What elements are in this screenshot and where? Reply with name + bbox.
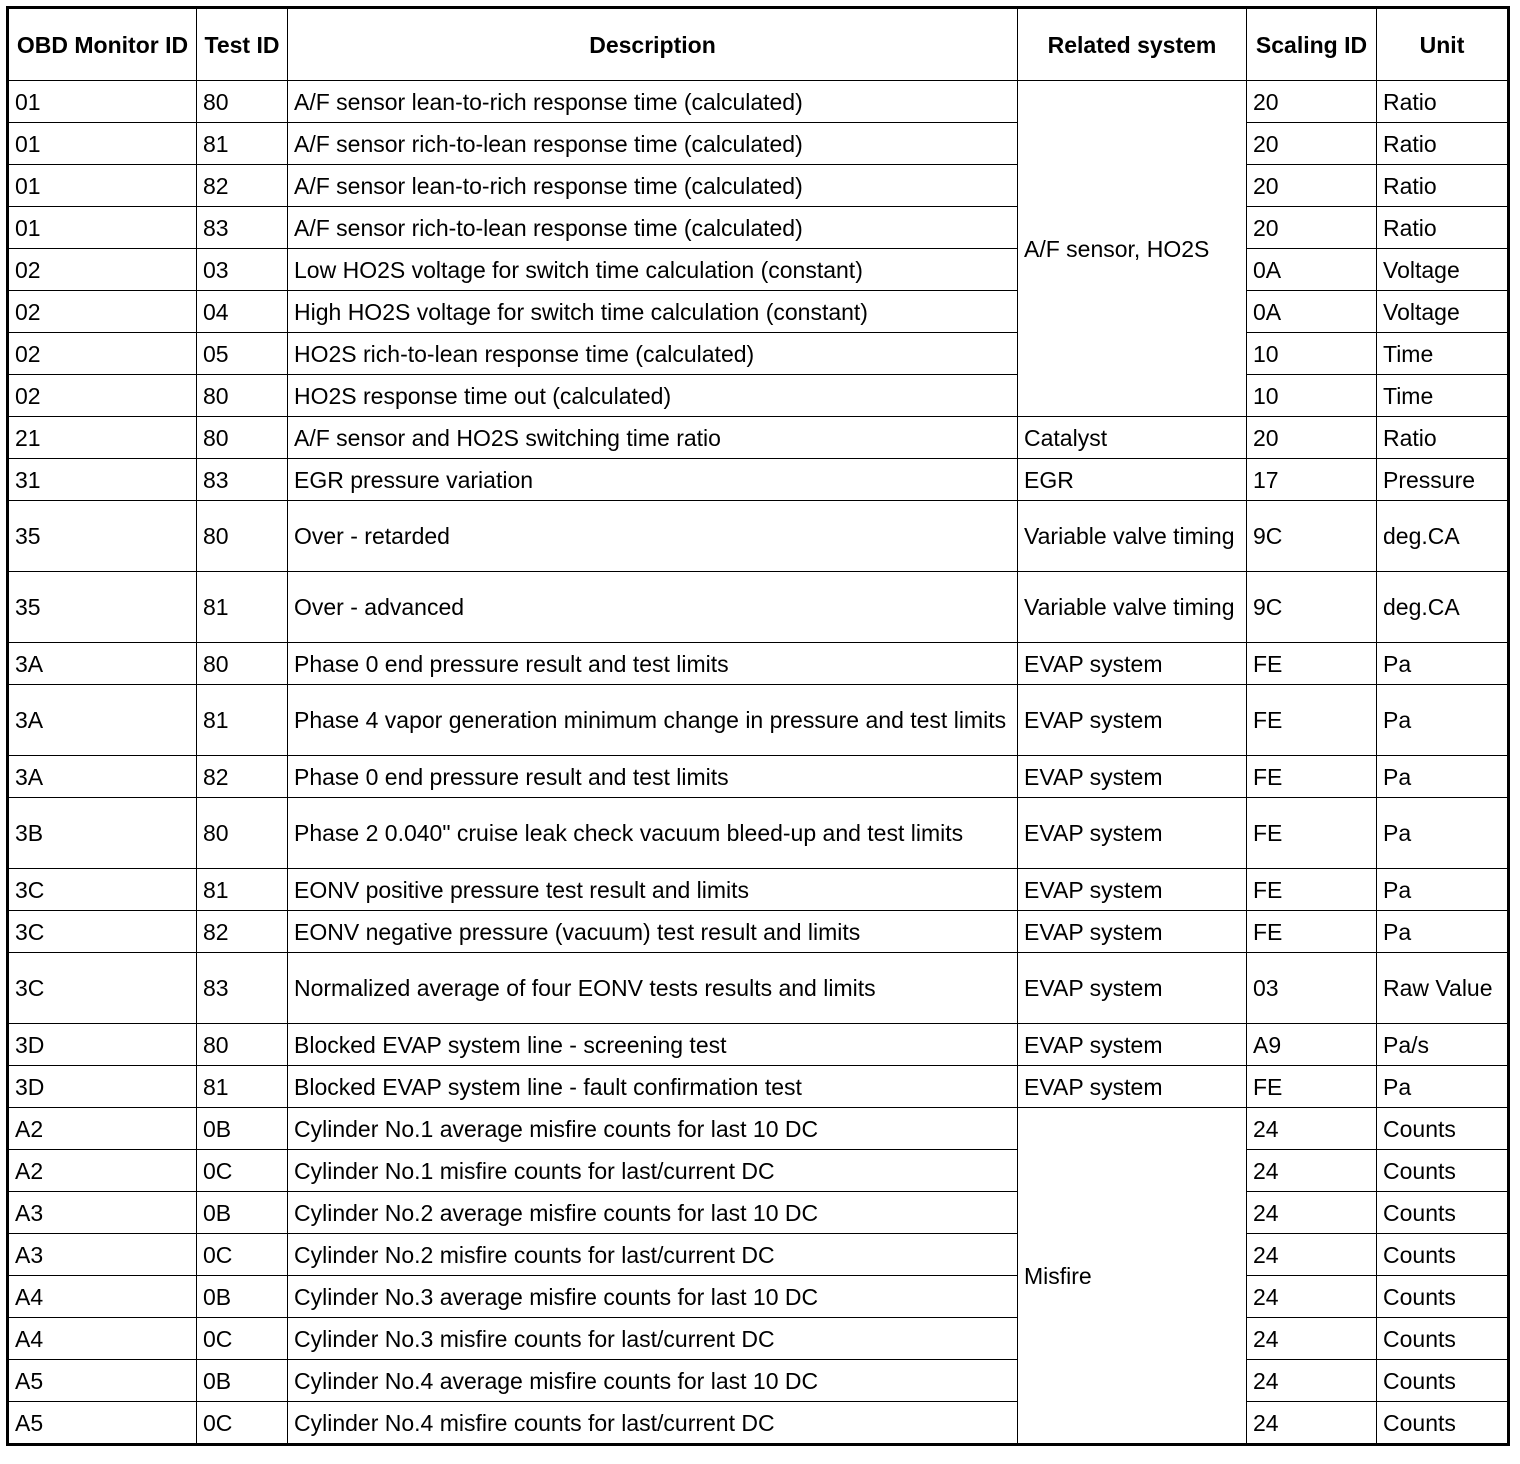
description-cell: Over - retarded — [288, 501, 1018, 572]
table-row — [8, 249, 1509, 291]
unit-cell: Time — [1377, 333, 1509, 375]
monitor-id-cell: A2 — [8, 1150, 197, 1192]
monitor-id-cell: 3D — [8, 1066, 197, 1108]
header-unit: Unit — [1377, 8, 1509, 81]
monitor-id-cell: 02 — [8, 291, 197, 333]
monitor-id-cell: 02 — [8, 333, 197, 375]
test-id-cell: 0B — [197, 1108, 288, 1150]
related-system-cell: EVAP system — [1018, 756, 1247, 798]
header-description: Description — [288, 8, 1018, 81]
related-system-cell: EVAP system — [1018, 911, 1247, 953]
monitor-id-cell: 3A — [8, 756, 197, 798]
related-system-cell: EVAP system — [1018, 869, 1247, 911]
description-cell: EONV negative pressure (vacuum) test result and limits — [288, 911, 1018, 953]
header-scaling-id: Scaling ID — [1247, 8, 1377, 81]
monitor-id-cell: A5 — [8, 1360, 197, 1402]
related-system-cell: EGR — [1018, 459, 1247, 501]
monitor-id-cell: 21 — [8, 417, 197, 459]
table-row — [8, 1360, 1509, 1402]
unit-cell: Counts — [1377, 1276, 1509, 1318]
test-id-cell: 80 — [197, 417, 288, 459]
related-system-cell: A/F sensor, HO2S — [1018, 81, 1247, 417]
table-row — [8, 459, 1509, 501]
monitor-id-cell: 3C — [8, 953, 197, 1024]
unit-cell: Voltage — [1377, 249, 1509, 291]
monitor-id-cell: 3A — [8, 685, 197, 756]
test-id-cell: 82 — [197, 756, 288, 798]
table-row — [8, 375, 1509, 417]
unit-cell: Pa/s — [1377, 1024, 1509, 1066]
related-system-cell: Misfire — [1018, 1108, 1247, 1445]
scaling-id-cell: FE — [1247, 798, 1377, 869]
scaling-id-cell: 20 — [1247, 207, 1377, 249]
monitor-id-cell: A5 — [8, 1402, 197, 1445]
test-id-cell: 81 — [197, 869, 288, 911]
test-id-cell: 80 — [197, 501, 288, 572]
test-id-cell: 81 — [197, 685, 288, 756]
table-row — [8, 1276, 1509, 1318]
monitor-id-cell: A3 — [8, 1234, 197, 1276]
description-cell: Cylinder No.4 average misfire counts for last 10 DC — [288, 1360, 1018, 1402]
scaling-id-cell: 03 — [1247, 953, 1377, 1024]
description-cell: Cylinder No.2 average misfire counts for last 10 DC — [288, 1192, 1018, 1234]
obd-monitor-table — [6, 6, 1510, 1446]
test-id-cell: 81 — [197, 572, 288, 643]
monitor-id-cell: 3D — [8, 1024, 197, 1066]
monitor-id-cell: 3C — [8, 911, 197, 953]
monitor-id-cell: 02 — [8, 375, 197, 417]
related-system-cell: EVAP system — [1018, 1024, 1247, 1066]
scaling-id-cell: 24 — [1247, 1402, 1377, 1445]
unit-cell: Ratio — [1377, 417, 1509, 459]
test-id-cell: 0C — [197, 1150, 288, 1192]
unit-cell: Pa — [1377, 643, 1509, 685]
monitor-id-cell: 01 — [8, 165, 197, 207]
test-id-cell: 83 — [197, 953, 288, 1024]
scaling-id-cell: FE — [1247, 756, 1377, 798]
description-cell: Phase 4 vapor generation minimum change in pressure and test limits — [288, 685, 1018, 756]
scaling-id-cell: FE — [1247, 1066, 1377, 1108]
scaling-id-cell: 20 — [1247, 123, 1377, 165]
table-row — [8, 869, 1509, 911]
description-cell: Low HO2S voltage for switch time calculation (constant) — [288, 249, 1018, 291]
related-system-cell: EVAP system — [1018, 1066, 1247, 1108]
test-id-cell: 0C — [197, 1234, 288, 1276]
unit-cell: Time — [1377, 375, 1509, 417]
unit-cell: Pa — [1377, 756, 1509, 798]
unit-cell: Ratio — [1377, 123, 1509, 165]
monitor-id-cell: 3A — [8, 643, 197, 685]
monitor-id-cell: 35 — [8, 501, 197, 572]
description-cell: Cylinder No.2 misfire counts for last/current DC — [288, 1234, 1018, 1276]
table-row — [8, 1192, 1509, 1234]
description-cell: Phase 0 end pressure result and test limits — [288, 643, 1018, 685]
test-id-cell: 83 — [197, 459, 288, 501]
description-cell: Normalized average of four EONV tests results and limits — [288, 953, 1018, 1024]
table-row — [8, 643, 1509, 685]
monitor-id-cell: 01 — [8, 123, 197, 165]
scaling-id-cell: 9C — [1247, 572, 1377, 643]
scaling-id-cell: 10 — [1247, 333, 1377, 375]
unit-cell: Counts — [1377, 1192, 1509, 1234]
unit-cell: deg.CA — [1377, 572, 1509, 643]
description-cell: Cylinder No.1 misfire counts for last/current DC — [288, 1150, 1018, 1192]
description-cell: EGR pressure variation — [288, 459, 1018, 501]
scaling-id-cell: 17 — [1247, 459, 1377, 501]
unit-cell: Counts — [1377, 1108, 1509, 1150]
unit-cell: Pa — [1377, 798, 1509, 869]
related-system-cell: Catalyst — [1018, 417, 1247, 459]
table-row — [8, 1318, 1509, 1360]
header-row — [8, 8, 1509, 81]
table-row — [8, 1402, 1509, 1445]
header-related-system: Related system — [1018, 8, 1247, 81]
table-row — [8, 501, 1509, 572]
description-cell: Phase 0 end pressure result and test limits — [288, 756, 1018, 798]
test-id-cell: 82 — [197, 911, 288, 953]
table-row — [8, 1234, 1509, 1276]
test-id-cell: 04 — [197, 291, 288, 333]
unit-cell: Pa — [1377, 1066, 1509, 1108]
scaling-id-cell: FE — [1247, 911, 1377, 953]
scaling-id-cell: 0A — [1247, 249, 1377, 291]
scaling-id-cell: 20 — [1247, 81, 1377, 123]
description-cell: Blocked EVAP system line - fault confirmation test — [288, 1066, 1018, 1108]
scaling-id-cell: 10 — [1247, 375, 1377, 417]
test-id-cell: 80 — [197, 798, 288, 869]
unit-cell: Counts — [1377, 1360, 1509, 1402]
unit-cell: Counts — [1377, 1402, 1509, 1445]
monitor-id-cell: A4 — [8, 1318, 197, 1360]
test-id-cell: 0B — [197, 1192, 288, 1234]
description-cell: A/F sensor and HO2S switching time ratio — [288, 417, 1018, 459]
table-row — [8, 165, 1509, 207]
table-row — [8, 417, 1509, 459]
related-system-cell: Variable valve timing — [1018, 501, 1247, 572]
table-row — [8, 123, 1509, 165]
test-id-cell: 80 — [197, 1024, 288, 1066]
related-system-cell: EVAP system — [1018, 643, 1247, 685]
description-cell: Cylinder No.1 average misfire counts for last 10 DC — [288, 1108, 1018, 1150]
monitor-id-cell: A4 — [8, 1276, 197, 1318]
unit-cell: Raw Value — [1377, 953, 1509, 1024]
monitor-id-cell: 3C — [8, 869, 197, 911]
scaling-id-cell: 24 — [1247, 1318, 1377, 1360]
scaling-id-cell: 24 — [1247, 1234, 1377, 1276]
test-id-cell: 81 — [197, 1066, 288, 1108]
description-cell: HO2S rich-to-lean response time (calculated) — [288, 333, 1018, 375]
test-id-cell: 0B — [197, 1276, 288, 1318]
table-row — [8, 953, 1509, 1024]
test-id-cell: 05 — [197, 333, 288, 375]
unit-cell: Ratio — [1377, 81, 1509, 123]
test-id-cell: 80 — [197, 643, 288, 685]
scaling-id-cell: FE — [1247, 685, 1377, 756]
monitor-id-cell: A2 — [8, 1108, 197, 1150]
test-id-cell: 0B — [197, 1360, 288, 1402]
unit-cell: Pressure — [1377, 459, 1509, 501]
test-id-cell: 0C — [197, 1318, 288, 1360]
description-cell: A/F sensor rich-to-lean response time (calculated) — [288, 123, 1018, 165]
scaling-id-cell: 20 — [1247, 165, 1377, 207]
related-system-cell: EVAP system — [1018, 798, 1247, 869]
test-id-cell: 0C — [197, 1402, 288, 1445]
unit-cell: Counts — [1377, 1150, 1509, 1192]
scaling-id-cell: 24 — [1247, 1150, 1377, 1192]
unit-cell: Ratio — [1377, 207, 1509, 249]
description-cell: A/F sensor lean-to-rich response time (calculated) — [288, 165, 1018, 207]
unit-cell: deg.CA — [1377, 501, 1509, 572]
table-row — [8, 291, 1509, 333]
table-row — [8, 333, 1509, 375]
description-cell: Over - advanced — [288, 572, 1018, 643]
scaling-id-cell: 24 — [1247, 1360, 1377, 1402]
test-id-cell: 83 — [197, 207, 288, 249]
scaling-id-cell: FE — [1247, 869, 1377, 911]
monitor-id-cell: A3 — [8, 1192, 197, 1234]
test-id-cell: 81 — [197, 123, 288, 165]
description-cell: A/F sensor lean-to-rich response time (calculated) — [288, 81, 1018, 123]
monitor-id-cell: 35 — [8, 572, 197, 643]
related-system-cell: EVAP system — [1018, 685, 1247, 756]
scaling-id-cell: 24 — [1247, 1276, 1377, 1318]
test-id-cell: 80 — [197, 375, 288, 417]
table-row — [8, 1150, 1509, 1192]
scaling-id-cell: FE — [1247, 643, 1377, 685]
description-cell: HO2S response time out (calculated) — [288, 375, 1018, 417]
monitor-id-cell: 01 — [8, 207, 197, 249]
unit-cell: Pa — [1377, 869, 1509, 911]
unit-cell: Counts — [1377, 1318, 1509, 1360]
table-row — [8, 685, 1509, 756]
header-monitor-id: OBD Monitor ID — [8, 8, 197, 81]
description-cell: Phase 2 0.040" cruise leak check vacuum bleed-up and test limits — [288, 798, 1018, 869]
table-row — [8, 798, 1509, 869]
description-cell: Cylinder No.3 average misfire counts for last 10 DC — [288, 1276, 1018, 1318]
scaling-id-cell: 24 — [1247, 1192, 1377, 1234]
monitor-id-cell: 01 — [8, 81, 197, 123]
scaling-id-cell: 24 — [1247, 1108, 1377, 1150]
monitor-id-cell: 3B — [8, 798, 197, 869]
related-system-cell: EVAP system — [1018, 953, 1247, 1024]
monitor-id-cell: 31 — [8, 459, 197, 501]
unit-cell: Voltage — [1377, 291, 1509, 333]
unit-cell: Ratio — [1377, 165, 1509, 207]
table-row — [8, 1108, 1509, 1150]
test-id-cell: 82 — [197, 165, 288, 207]
scaling-id-cell: 9C — [1247, 501, 1377, 572]
unit-cell: Counts — [1377, 1234, 1509, 1276]
header-test-id: Test ID — [197, 8, 288, 81]
scaling-id-cell: 20 — [1247, 417, 1377, 459]
scaling-id-cell: 0A — [1247, 291, 1377, 333]
table-row — [8, 207, 1509, 249]
description-cell: High HO2S voltage for switch time calculation (constant) — [288, 291, 1018, 333]
unit-cell: Pa — [1377, 685, 1509, 756]
test-id-cell: 03 — [197, 249, 288, 291]
test-id-cell: 80 — [197, 81, 288, 123]
table-row — [8, 81, 1509, 123]
monitor-id-cell: 02 — [8, 249, 197, 291]
description-cell: A/F sensor rich-to-lean response time (calculated) — [288, 207, 1018, 249]
description-cell: Cylinder No.3 misfire counts for last/current DC — [288, 1318, 1018, 1360]
related-system-cell: Variable valve timing — [1018, 572, 1247, 643]
scaling-id-cell: A9 — [1247, 1024, 1377, 1066]
unit-cell: Pa — [1377, 911, 1509, 953]
description-cell: Blocked EVAP system line - screening test — [288, 1024, 1018, 1066]
table-row — [8, 572, 1509, 643]
table-row — [8, 1024, 1509, 1066]
table-row — [8, 1066, 1509, 1108]
description-cell: EONV positive pressure test result and limits — [288, 869, 1018, 911]
table-row — [8, 756, 1509, 798]
description-cell: Cylinder No.4 misfire counts for last/current DC — [288, 1402, 1018, 1445]
table-row — [8, 911, 1509, 953]
